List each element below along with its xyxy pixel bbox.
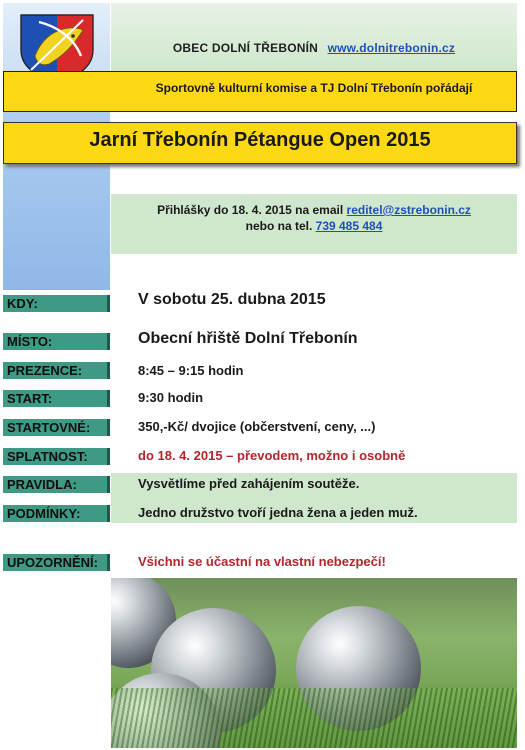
value-upozorneni: Všichni se účastní na vlastní nebezpečí! bbox=[138, 554, 386, 569]
value-start: 9:30 hodin bbox=[138, 390, 204, 405]
label-kdy: KDY: bbox=[3, 295, 110, 312]
value-pravidla: Vysvětlíme před zahájením soutěže. bbox=[138, 476, 360, 491]
registration-phone-prefix: nebo na tel. bbox=[245, 219, 313, 233]
value-startovne: 350,-Kč/ dvojice (občerstvení, ceny, ...) bbox=[138, 419, 376, 434]
label-splatnost: SPLATNOST: bbox=[3, 448, 110, 465]
label-start: START: bbox=[3, 390, 110, 407]
event-title: Jarní Třebonín Pétangue Open 2015 bbox=[89, 129, 431, 151]
value-prezence: 8:45 – 9:15 hodin bbox=[138, 363, 244, 378]
phone-link[interactable]: 739 485 484 bbox=[315, 219, 383, 233]
label-podminky: PODMÍNKY: bbox=[3, 505, 110, 522]
org-name: OBEC DOLNÍ TŘEBONÍN bbox=[172, 41, 319, 55]
registration-line-2 bbox=[111, 219, 517, 233]
website-link[interactable]: www.dolnitrebonin.cz bbox=[327, 41, 456, 55]
email-link[interactable]: reditel@zstrebonin.cz bbox=[346, 203, 471, 217]
grass bbox=[111, 688, 517, 748]
organizers-text: Sportovně kulturní komise a TJ Dolní Třebonín pořádají bbox=[155, 81, 473, 95]
label-misto: MÍSTO: bbox=[3, 333, 110, 350]
label-startovne: STARTOVNÉ: bbox=[3, 419, 110, 436]
registration-line-1 bbox=[111, 203, 517, 217]
value-kdy: V sobotu 25. dubna 2015 bbox=[138, 291, 326, 308]
header-box bbox=[111, 3, 517, 71]
label-upozorneni: UPOZORNĚNÍ: bbox=[3, 554, 110, 571]
value-podminky: Jedno družstvo tvoří jedna žena a jeden muž. bbox=[138, 505, 418, 520]
petanque-balls-photo bbox=[111, 578, 517, 748]
label-prezence: PREZENCE: bbox=[3, 362, 110, 379]
label-pravidla: PRAVIDLA: bbox=[3, 476, 110, 493]
registration-text: Přihlášky do 18. 4. 2015 na email bbox=[157, 203, 344, 217]
value-misto: Obecní hřiště Dolní Třebonín bbox=[138, 330, 358, 347]
org-line bbox=[111, 41, 517, 55]
value-splatnost: do 18. 4. 2015 – převodem, možno i osobně bbox=[138, 448, 406, 463]
